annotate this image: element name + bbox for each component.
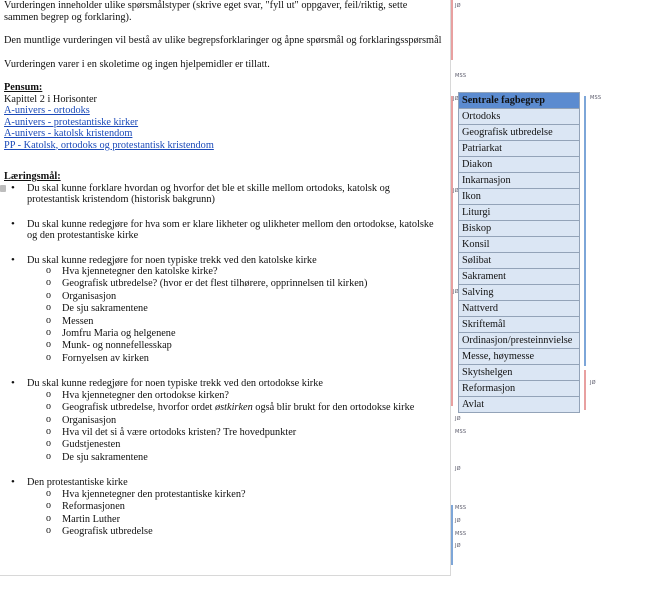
link-protestantiske-kirker[interactable]: A-univers - protestantiske kirker — [4, 116, 139, 128]
link-powerpoint[interactable]: PP - Katolsk, ortodoks og protestantisk kristendom — [4, 139, 214, 151]
comment-tag[interactable]: JØ — [455, 466, 461, 472]
terms-table — [458, 92, 580, 413]
comment-tag[interactable]: MSS — [455, 73, 467, 79]
laering-heading: Læringsmål: — [4, 171, 61, 182]
comment-tag[interactable]: JØ — [455, 3, 461, 9]
term-cell: Ordinasjon/presteinnvielse — [459, 333, 580, 349]
intro-paragraph-3: Vurderingen varer i en skoletime og ingen hjelpemidler er tillatt. — [4, 58, 270, 70]
intro-paragraph-2: Den muntlige vurderingen vil bestå av ulike begrepsforklaringer og åpne spørsmål og forklaringsspørsmål — [4, 35, 442, 46]
sub-item: o De sju sakramentene — [46, 303, 444, 315]
document-content — [4, 0, 444, 551]
sub-item: o Fornyelsen av kirken — [46, 353, 444, 365]
term-cell: Biskop — [459, 221, 580, 237]
term-cell: Skriftemål — [459, 317, 580, 333]
term-cell: Nattverd — [459, 301, 580, 317]
term-cell: Diakon — [459, 157, 580, 173]
sub-item: o Geografisk utbredelse, hvorfor ordet østkirken også blir brukt for den ortodokse kirke — [46, 402, 444, 414]
comment-tag[interactable]: MSS — [590, 95, 602, 101]
link-ortodoks[interactable]: A-univers - ortodoks — [4, 105, 90, 116]
term-cell: Skytshelgen — [459, 365, 580, 381]
goal-sublist — [27, 266, 444, 365]
term-cell: Inkarnasjon — [459, 173, 580, 189]
goal-item — [4, 255, 444, 366]
sub-item: o Munk- og nonnefellesskap — [46, 340, 444, 352]
comment-tag[interactable]: MSS — [455, 429, 467, 435]
goal-text: Du skal kunne redegjøre for noen typiske trekk ved den katolske kirke — [27, 254, 317, 266]
term-cell: Salving — [459, 285, 580, 301]
sub-item: o Geografisk utbredelse — [46, 526, 444, 538]
goal-text: Den protestantiske kirke — [27, 477, 128, 489]
term-cell: Reformasjon — [459, 381, 580, 397]
comment-tag[interactable]: MSS — [455, 531, 467, 537]
sub-item: o Reformasjonen — [46, 501, 444, 513]
sub-item: o De sju sakramentene — [46, 452, 444, 464]
sub-item: o Organisasjon — [46, 415, 444, 427]
goal-item — [4, 378, 444, 464]
goal-item — [4, 219, 444, 242]
term-cell: Avlat — [459, 397, 580, 413]
sub-item: o Hva vil det si å være ortodoks kristen? Tre hovedpunkter — [46, 427, 444, 439]
goal-item — [4, 477, 444, 538]
sub-item: o Hva kjennetegner den katolske kirke? — [46, 266, 444, 278]
sub-item: o Geografisk utbredelse? (hvor er det flest tilhørere, opprinnelsen til kirken) — [46, 278, 444, 290]
goal-sublist — [27, 489, 444, 539]
pensum-textbook: Kapittel 2 i Horisonter — [4, 93, 97, 105]
term-cell: Konsil — [459, 237, 580, 253]
term-cell: Sølibat — [459, 253, 580, 269]
sub-item: o Messen — [46, 316, 444, 328]
goal-text: Du skal kunne redegjøre for noen typiske trekk ved den ortodokse kirke — [27, 378, 323, 390]
pensum-heading: Pensum: — [4, 82, 43, 93]
revision-marker — [451, 0, 453, 60]
sub-item: o Martin Luther — [46, 514, 444, 526]
goals-list — [4, 183, 444, 539]
comment-tag[interactable]: JØ — [453, 289, 459, 295]
comment-tag[interactable]: JØ — [453, 96, 459, 102]
term-cell: Patriarkat — [459, 141, 580, 157]
term-cell: Messe, høymesse — [459, 349, 580, 365]
comment-tag[interactable]: JØ — [455, 416, 461, 422]
comment-tag[interactable]: MSS — [455, 505, 467, 511]
goal-text: Du skal kunne forklare hvordan og hvorfor det ble et skille mellom ortodoks, katolsk og protestantisk kristendom (historisk bakgrunn) — [27, 182, 390, 205]
link-katolsk-kristendom[interactable]: A-univers - katolsk kristendom — [4, 128, 133, 139]
terms-table-header: Sentrale fagbegrep — [459, 93, 580, 109]
term-cell: Ortodoks — [459, 109, 580, 125]
comment-tag[interactable]: JØ — [590, 380, 596, 386]
term-cell: Geografisk utbredelse — [459, 125, 580, 141]
revision-marker — [584, 370, 586, 410]
goal-text: Du skal kunne redegjøre for hva som er klare likheter og ulikheter mellom den ortodokse, katolske og den protestantiske kirke — [27, 218, 434, 241]
sub-item: o Jomfru Maria og helgenene — [46, 328, 444, 340]
sub-item: o Hva kjennetegner den protestantiske kirken? — [46, 489, 444, 501]
sub-item: o Gudstjenesten — [46, 439, 444, 451]
comment-tag[interactable]: JØ — [453, 188, 459, 194]
term-cell: Liturgi — [459, 205, 580, 221]
goal-item — [4, 183, 444, 206]
sub-item: o Organisasjon — [46, 291, 444, 303]
paragraph-mark-icon[interactable] — [0, 185, 6, 192]
comment-tag[interactable]: JØ — [455, 543, 461, 549]
term-cell: Ikon — [459, 189, 580, 205]
comment-tag[interactable]: JØ — [455, 518, 461, 524]
revision-marker — [451, 505, 453, 565]
revision-marker — [451, 96, 453, 406]
intro-paragraph-1: Vurderingen inneholder ulike spørsmålstyper (skrive eget svar, "fyll ut" oppgaver, feil/riktig, sette sammen begrep og forklaring). — [4, 0, 408, 23]
revision-marker — [584, 96, 586, 366]
sub-item: o Hva kjennetegner den ortodokse kirken? — [46, 390, 444, 402]
goal-sublist — [27, 390, 444, 464]
term-cell: Sakrament — [459, 269, 580, 285]
